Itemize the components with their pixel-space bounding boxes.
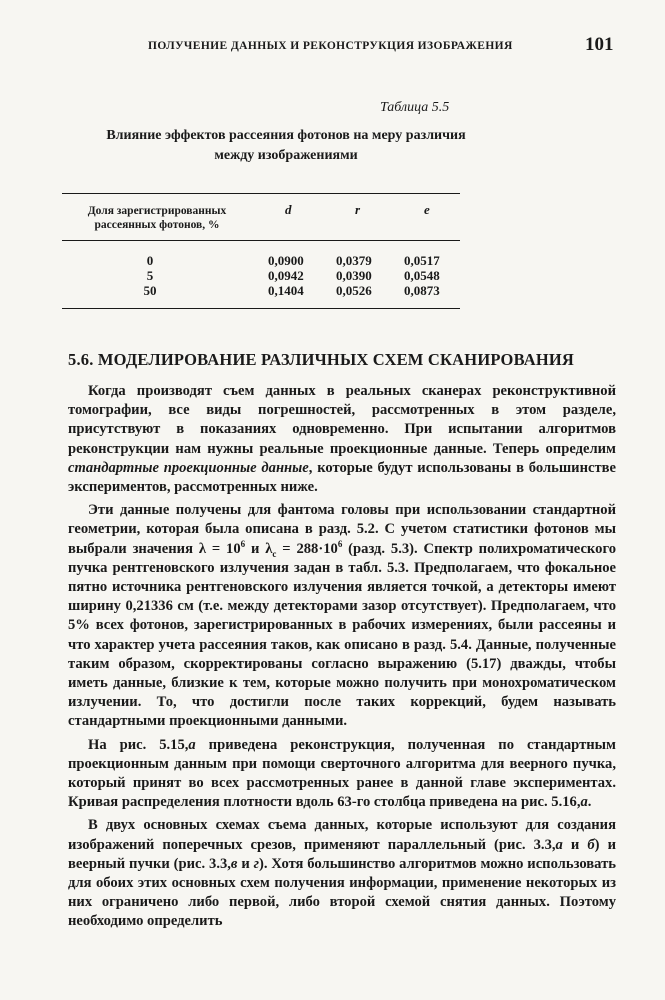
section-heading: 5.6. МОДЕЛИРОВАНИЕ РАЗЛИЧНЫХ СХЕМ СКАНИРОВАНИЯ bbox=[68, 350, 575, 369]
paragraph-2 bbox=[68, 501, 616, 731]
p2-text-a: Эти данные получены для фантома головы при использовании стандартной геометрии, которая была описана в разд. 5.2. С учетом статистики фотонов мы выбрали значения λ = 10 bbox=[68, 502, 616, 557]
table-header-r: r bbox=[355, 202, 361, 217]
cell-e: 0,0517 bbox=[404, 253, 440, 268]
p4-text-a: В двух основных схемах съема данных, которые используют для создания изображений поперечных срезов, применяют параллельный (рис. 3.3, bbox=[68, 817, 616, 853]
cell-d: 0,0900 bbox=[268, 253, 304, 268]
table-caption-line1: Влияние эффектов рассеяния фотонов на меру различия bbox=[106, 128, 466, 143]
paragraph-3 bbox=[68, 736, 616, 813]
table-header-e: e bbox=[424, 202, 430, 217]
p3-italic-a: а bbox=[188, 736, 196, 753]
p2-exponent-2: 6 bbox=[337, 538, 343, 549]
p2-text-b: и λ bbox=[245, 540, 273, 557]
paragraph-1 bbox=[68, 382, 616, 497]
table-top-rule bbox=[62, 193, 460, 194]
p3-text-a: На рис. 5.15, bbox=[88, 736, 189, 753]
header-share-line1: Доля зарегистрированных bbox=[87, 205, 227, 217]
cell-share: 0 bbox=[146, 253, 154, 268]
body-text bbox=[68, 382, 616, 936]
p4-text-e: ). Хотя большинство алгоритмов можно использовать для обоих этих основных схем получения информации, применение некоторых из них ограничено либо первой, либо второй схемой снятия данных. Поэтому необходимо определить bbox=[68, 855, 616, 930]
p2-exponent-1: 6 bbox=[240, 538, 246, 549]
p3-text-b: приведена реконструкция, полученная по стандартным проекционным данным при помощи сверточного алгоритма для веерного пучка, который принят во всех рассмотренных ранее в данной главе экспериментах. Кривая распределения плотности вдоль 63-го столбца приведена на рис. 5.16, bbox=[68, 736, 616, 811]
p1-text-b: , которые будут использованы в большинстве экспериментов, рассмотренных ниже. bbox=[68, 459, 616, 496]
p4-italic-2: б bbox=[587, 836, 595, 853]
table-header-rule bbox=[62, 240, 460, 241]
cell-d: 0,0942 bbox=[268, 268, 304, 283]
cell-share: 5 bbox=[146, 268, 154, 283]
table-header-share bbox=[72, 204, 242, 232]
p4-text-b: и bbox=[562, 836, 588, 853]
p1-text-a: Когда производят съем данных в реальных сканерах реконструктивной томографии, все виды погрешностей, рассмотренных в этом разделе, присутствуют в показаниях одновременно. При испытании алгоритмов реконструкции нам нужны реальные проекционные данные. Теперь определим bbox=[68, 383, 616, 457]
p4-text-d: и bbox=[237, 855, 254, 872]
table-caption-line2: между изображениями bbox=[214, 148, 358, 163]
p2-text-d: (разд. 5.3). Спектр полихроматического пучка рентгеновского излучения задан в табл. 5.3. Предполагаем, что фокальное пятно источника рентгеновского излучения является точкой, а детекторы имеют ширину 0,21336 см (т.е. между детекторами зазор отсутствует). Предполагаем, что 5% всех фотонов, зарегистрированных в рабочих измерениях, были рассеяны и что характер учета рассеяния таков, как описано в разд. 5.4. Данные, полученные таким образом, скорректированы согласно выражению (5.17) дважды, чтобы иметь данные, близкие к тем, которые можно получить при монохроматическом излучении. То, что достигли после таких коррекций, будем называть стандартными проекционными данными. bbox=[68, 540, 617, 730]
cell-r: 0,0390 bbox=[336, 268, 372, 283]
table-label: Таблица 5.5 bbox=[380, 100, 450, 115]
running-head: ПОЛУЧЕНИЕ ДАННЫХ И РЕКОНСТРУКЦИЯ ИЗОБРАЖЕНИЯ bbox=[148, 40, 513, 52]
p4-italic-3: в bbox=[230, 855, 238, 872]
paragraph-4 bbox=[68, 816, 616, 931]
p4-italic-1: а bbox=[555, 836, 563, 853]
cell-share: 50 bbox=[143, 283, 157, 298]
header-share-line2: рассеянных фотонов, % bbox=[94, 219, 220, 231]
p2-text-c: = 288·10 bbox=[276, 540, 338, 557]
cell-d: 0,1404 bbox=[268, 283, 304, 298]
cell-r: 0,0379 bbox=[336, 253, 372, 268]
cell-r: 0,0526 bbox=[336, 283, 372, 298]
table-header-d: d bbox=[285, 202, 292, 217]
cell-e: 0,0873 bbox=[404, 283, 440, 298]
page-number: 101 bbox=[585, 34, 614, 55]
p2-subscript: c bbox=[272, 548, 277, 559]
table-bottom-rule bbox=[62, 308, 460, 309]
p1-term: стандартные проекционные данные bbox=[68, 459, 309, 476]
p3-italic-b: а bbox=[580, 794, 588, 811]
cell-e: 0,0548 bbox=[404, 268, 440, 283]
p4-text-c: ) и веерный пучки (рис. 3.3, bbox=[68, 836, 617, 872]
table-caption bbox=[60, 126, 512, 166]
p4-italic-4: г bbox=[253, 855, 259, 872]
p3-text-c: . bbox=[587, 794, 592, 811]
